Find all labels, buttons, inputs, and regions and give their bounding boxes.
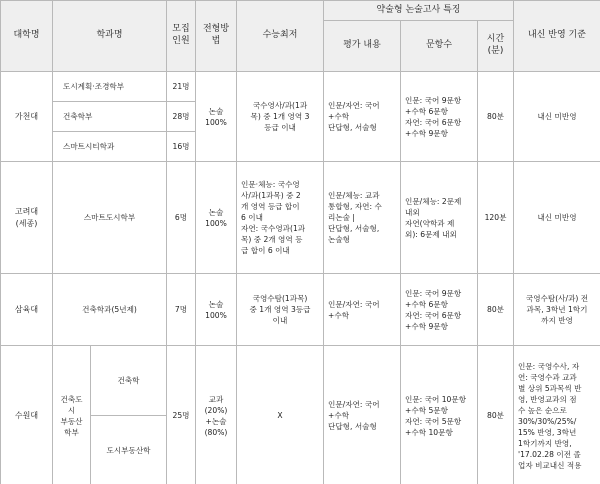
school-value: 인문: 국영수사, 자 연: 국영수과 교과 별 상위 5과목씩 반 영, 반영교과의 점 수 높은 순으로 30%/30%/25%/ 15% 반영, 3학년 1학기까지 반영, '17.02.28 이전 졸 업자 비교내신 적용 bbox=[514, 346, 600, 484]
questions-value: 인문: 국어 10문항 +수학 5문항 자연: 국어 5문항 +수학 10문항 bbox=[401, 346, 478, 484]
dept-name: 스마트도시학부 bbox=[53, 162, 167, 274]
csat-value: X bbox=[237, 346, 324, 484]
table-row bbox=[1, 346, 600, 416]
dept-name: 도시계획·조경학부 bbox=[53, 72, 167, 102]
questions-value: 인문/체능: 2문제 내외 자연(약학과 제 외): 6문제 내외 bbox=[401, 162, 478, 274]
school-value: 내신 미반영 bbox=[514, 162, 600, 274]
content-value: 인문/자연: 국어 +수학 단답형, 서술형 bbox=[324, 346, 401, 484]
univ-name-sahmyook: 삼육대 bbox=[1, 274, 53, 346]
time-value: 80분 bbox=[478, 346, 514, 484]
table-row bbox=[1, 274, 600, 346]
header-questions: 문항수 bbox=[401, 21, 478, 72]
quota-value: 7명 bbox=[167, 274, 196, 346]
content-value: 인문/체능: 교과 통합형, 자연: 수 리논술 | 단답형, 서술형, 논술형 bbox=[324, 162, 401, 274]
header-content: 평가 내용 bbox=[324, 21, 401, 72]
univ-name-korea: 고려대 (세종) bbox=[1, 162, 53, 274]
quota-value: 21명 bbox=[167, 72, 196, 102]
table-row bbox=[1, 162, 600, 274]
dept-name: 도시부동산학 bbox=[91, 416, 167, 484]
school-value: 내신 미반영 bbox=[514, 72, 600, 162]
quota-value: 6명 bbox=[167, 162, 196, 274]
header-method: 전형방 법 bbox=[196, 1, 237, 72]
csat-value: 국영수탐(1과목) 중 1개 영역 3등급 이내 bbox=[237, 274, 324, 346]
univ-name-gachon: 가천대 bbox=[1, 72, 53, 162]
time-value: 80분 bbox=[478, 72, 514, 162]
csat-value: 인문·체능: 국수영 사/과(1과목) 중 2 개 영역 등급 합이 6 이내 자연: 국수영과(1과 목) 중 2개 영역 등 급 합이 6 이내 bbox=[237, 162, 324, 274]
header-dept: 학과명 bbox=[53, 1, 167, 72]
dept-name: 스마트시티학과 bbox=[53, 132, 167, 162]
dept-name: 건축학과(5년제) bbox=[53, 274, 167, 346]
header-quota: 모집 인원 bbox=[167, 1, 196, 72]
questions-value: 인문: 국어 9문항 +수학 6문항 자연: 국어 6문항 +수학 9문항 bbox=[401, 72, 478, 162]
header-univ: 대학명 bbox=[1, 1, 53, 72]
method-value: 논술 100% bbox=[196, 162, 237, 274]
header-csat: 수능최저 bbox=[237, 1, 324, 72]
table-row bbox=[1, 72, 600, 102]
method-value: 논술 100% bbox=[196, 72, 237, 162]
method-value: 교과 (20%) +논술 (80%) bbox=[196, 346, 237, 484]
content-value: 인문/자연: 국어 +수학 단답형, 서술형 bbox=[324, 72, 401, 162]
dept-name: 건축학 bbox=[91, 346, 167, 416]
quota-value: 28명 bbox=[167, 102, 196, 132]
quota-value: 16명 bbox=[167, 132, 196, 162]
csat-value: 국수영사/과(1과 목) 중 1개 영역 3 등급 이내 bbox=[237, 72, 324, 162]
time-value: 80분 bbox=[478, 274, 514, 346]
questions-value: 인문: 국어 9문항 +수학 6문항 자연: 국어 6문항 +수학 9문항 bbox=[401, 274, 478, 346]
header-time: 시간 (분) bbox=[478, 21, 514, 72]
dept-group-name: 건축도 시 부동산 학부 bbox=[53, 346, 91, 484]
time-value: 120분 bbox=[478, 162, 514, 274]
method-value: 논술 100% bbox=[196, 274, 237, 346]
univ-name-suwon: 수원대 bbox=[1, 346, 53, 484]
header-school-record: 내신 반영 기준 bbox=[514, 1, 600, 72]
content-value: 인문/자연: 국어 +수학 bbox=[324, 274, 401, 346]
header-feature: 약술형 논술고사 특징 bbox=[324, 1, 514, 21]
quota-value: 25명 bbox=[167, 346, 196, 484]
dept-name: 건축학부 bbox=[53, 102, 167, 132]
school-value: 국영수탐(사/과) 전 과목, 3학년 1학기 까지 반영 bbox=[514, 274, 600, 346]
